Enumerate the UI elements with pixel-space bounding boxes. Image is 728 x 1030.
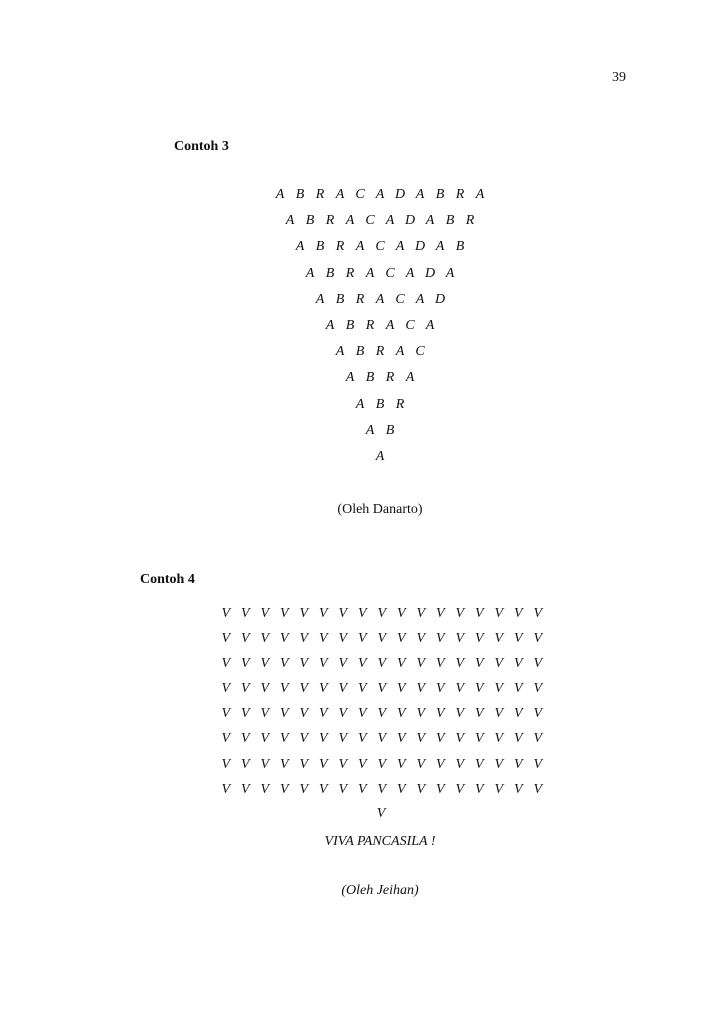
v-letter: V (494, 656, 504, 672)
v-letter: V (260, 781, 270, 797)
v-letter: V (260, 656, 270, 672)
v-letter: V (279, 731, 289, 747)
v-letter: V (377, 631, 387, 647)
triangle-letter: C (405, 317, 415, 333)
v-letter: V (435, 656, 445, 672)
v-letter: V (494, 631, 504, 647)
v-letter: V (474, 731, 484, 747)
v-letter: V (416, 606, 426, 621)
v-letter: V (338, 681, 348, 697)
v-grid-row (216, 752, 548, 777)
triangle-letter: R (345, 265, 355, 281)
triangle-letter: A (395, 239, 405, 255)
v-letter: V (318, 681, 328, 697)
triangle-letter: A (345, 370, 355, 386)
v-letter: V (494, 781, 504, 797)
v-letter: V (260, 681, 270, 697)
triangle-line (0, 261, 728, 287)
v-letter: V (260, 756, 270, 772)
v-letter: V (416, 781, 426, 797)
v-letter: V (455, 656, 465, 672)
v-letter: V (318, 731, 328, 747)
v-letter: V (377, 731, 387, 747)
v-letter: V (533, 656, 543, 672)
v-letter: V (240, 706, 250, 722)
triangle-letter: R (385, 370, 395, 386)
triangle-letter: A (425, 317, 435, 333)
triangle-letter: A (385, 213, 395, 229)
triangle-letter: B (375, 396, 385, 412)
abracadabra-triangle (0, 182, 728, 470)
v-letter: V (396, 606, 406, 621)
triangle-letter: R (375, 344, 385, 360)
v-letter: V (455, 606, 465, 621)
triangle-letter: A (365, 265, 375, 281)
triangle-letter: R (335, 239, 345, 255)
triangle-letter: D (424, 265, 436, 281)
triangle-letter: B (295, 187, 305, 202)
v-letter: V (338, 781, 348, 797)
v-letter: V (221, 781, 231, 797)
v-letter: V (338, 656, 348, 672)
triangle-letter: B (455, 239, 465, 255)
v-letter: V (513, 756, 523, 772)
v-letter: V (260, 706, 270, 722)
triangle-letter: R (315, 187, 325, 202)
v-letter: V (513, 656, 523, 672)
v-letter: V (240, 756, 250, 772)
v-letter: V (494, 606, 504, 621)
v-letter: V (240, 606, 250, 621)
v-grid-row (216, 626, 548, 651)
triangle-letter: C (355, 187, 365, 202)
v-letter: V (318, 606, 328, 621)
v-letter: V (240, 731, 250, 747)
triangle-letter: B (385, 422, 395, 438)
v-letter: V (357, 706, 367, 722)
triangle-line (0, 182, 728, 208)
v-letter: V (240, 656, 250, 672)
triangle-letter: A (315, 291, 325, 307)
triangle-letter: A (325, 317, 335, 333)
triangle-line (0, 234, 728, 260)
v-letter: V (533, 606, 543, 621)
triangle-letter: A (445, 265, 455, 281)
v-letter: V (377, 706, 387, 722)
v-letter: V (221, 706, 231, 722)
v-letter-grid (216, 601, 548, 802)
v-letter: V (299, 781, 309, 797)
triangle-letter: C (385, 265, 395, 281)
v-letter: V (533, 631, 543, 647)
triangle-letter: B (335, 291, 345, 307)
v-letter: V (396, 781, 406, 797)
v-letter: V (377, 781, 387, 797)
v-letter: V (357, 731, 367, 747)
v-letter: V (435, 756, 445, 772)
v-letter: V (533, 781, 543, 797)
v-letter: V (416, 756, 426, 772)
v-letter: V (435, 631, 445, 647)
viva-pancasila-slogan: VIVA PANCASILA ! (324, 834, 436, 849)
v-letter: V (260, 606, 270, 621)
triangle-letter: A (305, 265, 315, 281)
v-letter: V (513, 706, 523, 722)
v-letter: V (533, 731, 543, 747)
triangle-line (0, 444, 728, 470)
v-letter: V (416, 731, 426, 747)
v-letter: V (435, 606, 445, 621)
v-letter: V (377, 656, 387, 672)
v-letter: V (299, 681, 309, 697)
triangle-line (0, 287, 728, 313)
v-letter: V (279, 606, 289, 621)
v-letter: V (357, 781, 367, 797)
v-letter: V (279, 706, 289, 722)
triangle-letter: B (345, 317, 355, 333)
triangle-letter: D (394, 187, 406, 202)
v-letter: V (494, 731, 504, 747)
triangle-letter: A (435, 239, 445, 255)
v-letter: V (279, 756, 289, 772)
v-letter: V (416, 681, 426, 697)
page-number: 39 (612, 70, 626, 85)
v-letter: V (513, 631, 523, 647)
triangle-letter: A (385, 317, 395, 333)
v-letter: V (416, 706, 426, 722)
triangle-line (0, 339, 728, 365)
v-letter: V (416, 631, 426, 647)
triangle-letter: A (375, 187, 385, 202)
v-letter: V (221, 756, 231, 772)
v-letter: V (299, 731, 309, 747)
v-letter: V (435, 731, 445, 747)
triangle-letter: B (315, 239, 325, 255)
v-letter: V (357, 631, 367, 647)
v-letter: V (474, 706, 484, 722)
v-letter: V (435, 706, 445, 722)
v-letter: V (299, 756, 309, 772)
triangle-letter: R (465, 213, 475, 229)
triangle-line (0, 418, 728, 444)
v-letter: V (338, 731, 348, 747)
triangle-letter: A (475, 187, 485, 202)
v-letter: V (221, 631, 231, 647)
v-letter: V (221, 731, 231, 747)
triangle-line (0, 392, 728, 418)
triangle-letter: A (335, 344, 345, 360)
v-grid-row (216, 651, 548, 676)
v-letter: V (221, 656, 231, 672)
v-letter: V (377, 606, 387, 621)
v-letter: V (338, 756, 348, 772)
triangle-letter: D (404, 213, 416, 229)
v-letter: V (494, 706, 504, 722)
v-grid-row (216, 726, 548, 751)
v-letter: V (377, 681, 387, 697)
v-letter: V (435, 681, 445, 697)
triangle-letter: A (335, 187, 345, 202)
contoh-4-heading: Contoh 4 (140, 572, 195, 587)
triangle-letter: R (455, 187, 465, 202)
triangle-letter: C (395, 291, 405, 307)
v-letter: V (240, 681, 250, 697)
v-letter: V (474, 606, 484, 621)
v-letter: V (357, 606, 367, 621)
triangle-letter: A (405, 265, 415, 281)
v-letter: V (533, 681, 543, 697)
triangle-letter: A (425, 213, 435, 229)
v-letter: V (299, 656, 309, 672)
v-letter: V (494, 756, 504, 772)
v-grid-row (216, 701, 548, 726)
v-letter: V (533, 756, 543, 772)
v-letter: V (299, 606, 309, 621)
v-letter: V (396, 756, 406, 772)
v-letter: V (318, 656, 328, 672)
triangle-line (0, 208, 728, 234)
triangle-letter: B (305, 213, 315, 229)
v-letter: V (396, 731, 406, 747)
contoh-3-heading: Contoh 3 (174, 139, 229, 154)
triangle-letter: B (355, 344, 365, 360)
triangle-letter: C (375, 239, 385, 255)
v-letter: V (338, 631, 348, 647)
triangle-letter: B (435, 187, 445, 202)
triangle-letter: A (405, 370, 415, 386)
v-letter: V (396, 681, 406, 697)
triangle-letter: R (325, 213, 335, 229)
v-letter: V (455, 731, 465, 747)
v-letter: V (299, 706, 309, 722)
v-letter: V (455, 781, 465, 797)
v-letter: V (221, 606, 231, 621)
v-letter: V (474, 656, 484, 672)
v-letter: V (455, 756, 465, 772)
triangle-letter: A (395, 344, 405, 360)
triangle-letter: A (415, 187, 425, 202)
v-letter: V (318, 781, 328, 797)
triangle-letter: R (395, 396, 405, 412)
v-letter: V (299, 631, 309, 647)
v-letter: V (279, 631, 289, 647)
v-letter: V (357, 681, 367, 697)
v-letter: V (338, 706, 348, 722)
v-letter: V (357, 756, 367, 772)
v-letter: V (513, 681, 523, 697)
triangle-letter: A (345, 213, 355, 229)
v-letter: V (318, 706, 328, 722)
triangle-letter: B (365, 370, 375, 386)
v-letter: V (318, 756, 328, 772)
v-letter: V (279, 656, 289, 672)
v-letter: V (279, 781, 289, 797)
v-letter: V (377, 756, 387, 772)
v-letter: V (455, 631, 465, 647)
v-letter: V (455, 706, 465, 722)
v-letter: V (396, 656, 406, 672)
v-letter: V (396, 706, 406, 722)
v-letter: V (338, 606, 348, 621)
triangle-letter: A (285, 213, 295, 229)
v-letter: V (513, 606, 523, 621)
triangle-letter: A (275, 187, 285, 202)
v-grid-row (216, 601, 548, 626)
triangle-letter: A (355, 239, 365, 255)
v-grid-tail: V (376, 806, 386, 821)
v-letter: V (513, 781, 523, 797)
v-letter: V (474, 756, 484, 772)
v-letter: V (455, 681, 465, 697)
triangle-letter: A (415, 291, 425, 307)
triangle-letter: R (365, 317, 375, 333)
v-letter: V (260, 731, 270, 747)
triangle-letter: A (355, 396, 365, 412)
v-letter: V (474, 681, 484, 697)
triangle-letter: A (375, 448, 385, 464)
v-letter: V (533, 706, 543, 722)
v-letter: V (396, 631, 406, 647)
triangle-letter: A (375, 291, 385, 307)
triangle-line (0, 365, 728, 391)
v-letter: V (474, 631, 484, 647)
v-grid-row (216, 676, 548, 701)
triangle-letter: B (445, 213, 455, 229)
v-letter: V (260, 631, 270, 647)
triangle-letter: C (365, 213, 375, 229)
contoh-3-credit: (Oleh Danarto) (337, 502, 423, 517)
v-letter: V (416, 656, 426, 672)
v-grid-row (216, 777, 548, 802)
triangle-letter: A (295, 239, 305, 255)
v-letter: V (221, 681, 231, 697)
v-letter: V (279, 681, 289, 697)
v-letter: V (357, 656, 367, 672)
contoh-4-credit: (Oleh Jeihan) (341, 883, 419, 898)
triangle-letter: C (415, 344, 425, 360)
triangle-letter: D (434, 291, 446, 307)
triangle-letter: A (365, 422, 375, 438)
v-letter: V (240, 781, 250, 797)
v-letter: V (318, 631, 328, 647)
triangle-letter: B (325, 265, 335, 281)
triangle-letter: D (414, 239, 426, 255)
v-letter: V (435, 781, 445, 797)
triangle-letter: R (355, 291, 365, 307)
v-letter: V (240, 631, 250, 647)
v-letter: V (513, 731, 523, 747)
v-letter: V (474, 781, 484, 797)
triangle-line (0, 313, 728, 339)
v-letter: V (494, 681, 504, 697)
